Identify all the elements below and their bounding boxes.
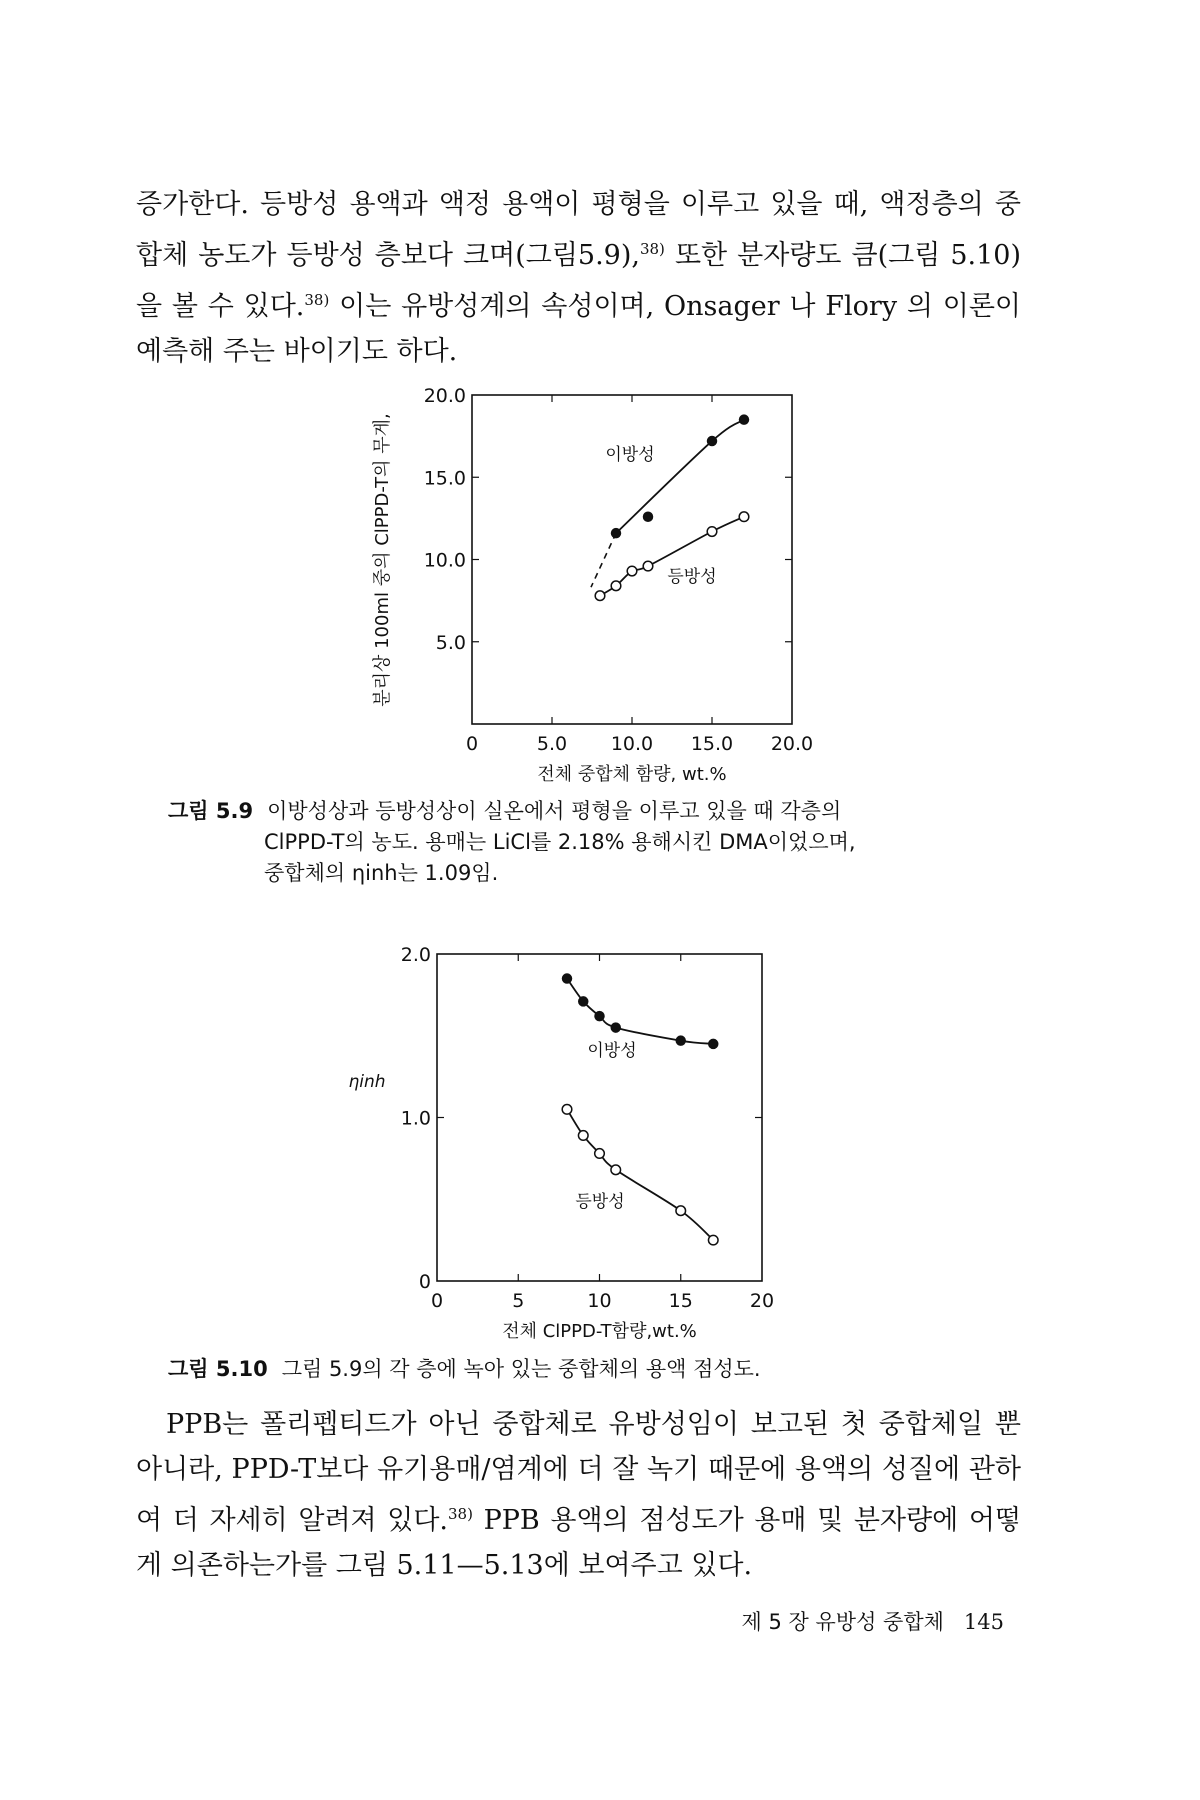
x-tick-label: 20.0 <box>770 733 814 755</box>
x-tick-label: 20 <box>749 1290 775 1312</box>
x-tick-label: 15 <box>668 1290 693 1312</box>
y-tick-label: 15.0 <box>423 467 466 490</box>
series-line-anisotropic <box>567 979 713 1044</box>
series-label: 등방성 <box>667 567 717 587</box>
data-point <box>708 437 717 446</box>
chart-polymer-concentration <box>0 370 1200 790</box>
y-axis-label: ηinh <box>348 1072 386 1092</box>
x-tick-label: 10.0 <box>610 733 654 755</box>
reference-marker: 38) <box>304 291 330 309</box>
x-tick-label: 5.0 <box>536 733 568 755</box>
x-axis-label: 전체 중합체 함량, wt.% <box>537 764 727 785</box>
data-point <box>644 512 653 521</box>
series-label: 등방성 <box>575 1192 625 1212</box>
body-paragraph-2: PPB는 폴리펩티드가 아닌 중합체로 유방성임이 보고된 첫 중합체일 뿐 아니라, PPD-T보다 유기용매/염계에 더 잘 녹기 때문에 용액의 성질에 관하여 더 자세히 알려져 있다.$^{38)}$ PPB 용액의 점성도가 용매 및 분자량에 어떻게 의존하는가를 그림 5.11—5.13에 보여주고 있다. <box>136 1409 1021 1581</box>
data-point <box>563 974 572 983</box>
figure-5-10 <box>0 920 1200 1340</box>
plot-frame <box>437 954 762 1281</box>
chart-solution-viscosity <box>0 920 1200 1340</box>
data-point <box>611 1023 620 1032</box>
caption-line-2: ClPPD-T의 농도. 용매는 LiCl를 2.18% 용해시킨 DMA이었으며, <box>264 830 856 854</box>
data-point <box>578 1131 588 1141</box>
x-tick-label: 15.0 <box>690 733 734 755</box>
y-tick-label: 1.0 <box>400 1107 431 1130</box>
data-point <box>611 581 621 591</box>
chapter-title: 제 5 장 유방성 중합체 <box>741 1610 944 1634</box>
y-axis-label: 분리상 100ml 중의 ClPPD-T의 무게, <box>372 413 393 707</box>
data-point <box>627 566 637 576</box>
page-number: 145 <box>963 1610 1004 1634</box>
caption-number: 그림 5.10 <box>168 1357 268 1381</box>
series-line-isotropic <box>567 1109 713 1240</box>
data-point <box>595 591 605 601</box>
x-tick-label: 0 <box>430 1290 444 1312</box>
page-footer <box>742 1606 1004 1636</box>
data-point <box>707 527 717 537</box>
data-point <box>612 529 621 538</box>
data-point <box>595 1149 605 1159</box>
reference-marker: 38) <box>448 1505 473 1523</box>
caption-line-1: 이방성상과 등방성상이 실온에서 평형을 이루고 있을 때 각층의 <box>267 799 842 823</box>
data-point <box>709 1039 718 1048</box>
data-point <box>740 415 749 424</box>
figure-5-9-caption <box>168 796 1018 889</box>
x-axis-label: 전체 ClPPD-T함량,wt.% <box>502 1321 697 1340</box>
data-point <box>739 512 749 522</box>
series-label: 이방성 <box>587 1041 637 1061</box>
x-tick-label: 0 <box>465 733 479 755</box>
data-point <box>676 1036 685 1045</box>
data-point <box>676 1206 686 1216</box>
y-tick-label: 2.0 <box>400 944 431 966</box>
y-tick-label: 0 <box>418 1271 431 1293</box>
body-paragraph-1: 증가한다. 등방성 용액과 액정 용액이 평형을 이루고 있을 때, 액정층의 중합체 농도가 등방성 층보다 크며(그림5.9),$^{38)}$ 또한 분자량도 큼(그림 5.10)을 볼 수 있다.$^{38)}$ 이는 유방성계의 속성이며, Onsager 나 Flory 의 이론이 예측해 주는 바이기도 하다. <box>136 189 1021 367</box>
y-tick-label: 10.0 <box>423 549 466 572</box>
series-extrapolation-line <box>591 533 616 587</box>
series-line-anisotropic <box>616 420 744 534</box>
data-point <box>562 1105 572 1115</box>
data-point <box>595 1012 604 1021</box>
reference-marker: 38) <box>639 240 665 258</box>
caption-text: 그림 5.9의 각 층에 녹아 있는 중합체의 용액 점성도. <box>281 1357 761 1381</box>
series-label: 이방성 <box>605 445 655 465</box>
data-point <box>579 997 588 1006</box>
figure-5-10-caption <box>168 1354 1018 1385</box>
caption-number: 그림 5.9 <box>168 799 254 823</box>
x-tick-label: 10 <box>587 1290 612 1312</box>
data-point <box>708 1235 718 1245</box>
y-tick-label: 20.0 <box>423 385 466 407</box>
y-tick-label: 5.0 <box>435 631 466 654</box>
data-point <box>643 561 653 571</box>
caption-line-3: 중합체의 ηinh는 1.09임. <box>264 861 499 885</box>
data-point <box>611 1165 621 1175</box>
x-tick-label: 5 <box>512 1290 525 1312</box>
figure-5-9 <box>0 370 1200 790</box>
